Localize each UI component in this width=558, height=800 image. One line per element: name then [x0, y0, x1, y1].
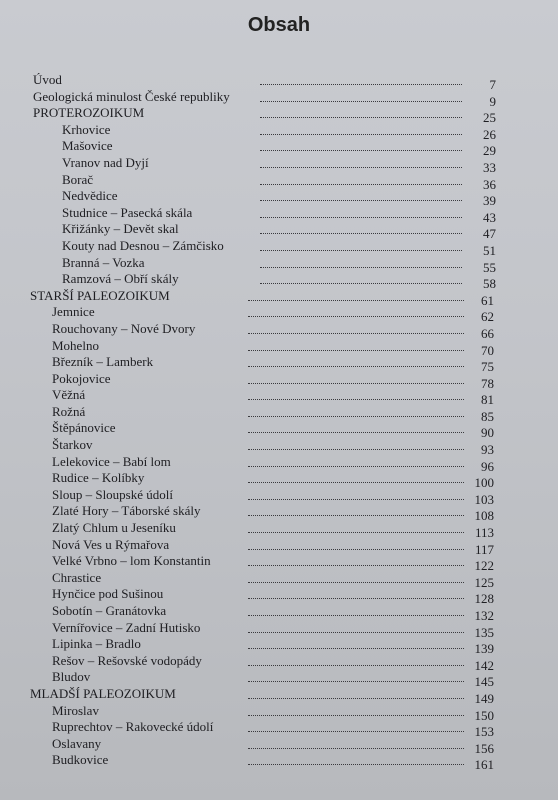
- toc-entry-title: PROTEROZOIKUM: [33, 105, 145, 121]
- toc-entry-title: Vranov nad Dyjí: [62, 154, 149, 170]
- toc-entry-page: 26: [483, 126, 496, 142]
- page-title: Obsah: [247, 14, 311, 36]
- toc-entry-title: Borač: [62, 171, 94, 187]
- dot-leader: [248, 615, 464, 616]
- toc-entry-page: 7: [489, 77, 496, 92]
- toc-entry-title: Sobotín – Granátovka: [52, 603, 167, 618]
- toc-entry: [0, 735, 558, 756]
- toc-entry-title: Budkovice: [52, 752, 109, 768]
- toc-entry: [0, 453, 558, 474]
- dot-leader: [248, 598, 464, 599]
- toc-entry-title: Chrastice: [52, 569, 102, 585]
- toc-entry-page: 132: [474, 608, 494, 623]
- toc-entry-page: 29: [483, 143, 496, 159]
- toc-entry-title: Křižánky – Devět skal: [62, 221, 179, 237]
- toc-entry-page: 81: [481, 392, 494, 408]
- dot-leader: [248, 499, 464, 500]
- toc-entry-title: Kouty nad Desnou – Zámčisko: [62, 237, 224, 253]
- toc-entry-page: 139: [474, 641, 494, 657]
- dot-leader: [248, 698, 464, 699]
- toc-entry-page: 93: [481, 442, 494, 458]
- toc-entry-page: 96: [481, 458, 494, 474]
- toc-entry-title: Vernířovice – Zadní Hutisko: [52, 619, 201, 635]
- toc-entry: [0, 287, 558, 308]
- toc-entry: [0, 221, 558, 242]
- dot-leader: [260, 200, 462, 201]
- toc-entry-page: 58: [483, 276, 496, 292]
- toc-entry-title: Jemnice: [52, 304, 95, 320]
- toc-entry: [0, 752, 558, 773]
- toc-entry: [0, 702, 558, 723]
- dot-leader: [248, 482, 464, 483]
- toc-entry-page: 100: [474, 475, 494, 491]
- toc-entry-page: 153: [474, 724, 494, 740]
- toc-entry-page: 47: [483, 226, 496, 242]
- dot-leader: [260, 167, 462, 168]
- toc-entry: [0, 420, 558, 441]
- toc-entry-page: 142: [474, 657, 494, 673]
- toc-entry: [0, 254, 558, 275]
- toc-entry-title: Štěpánovice: [52, 420, 116, 436]
- toc-entry-title: Rudice – Kolíbky: [52, 470, 145, 486]
- toc-entry: [0, 685, 558, 706]
- toc-entry-page: 66: [481, 325, 494, 341]
- toc-entry: [0, 237, 558, 258]
- dot-leader: [248, 316, 464, 317]
- toc-entry-page: 43: [483, 209, 496, 225]
- toc-entry-title: Krhovice: [62, 121, 111, 137]
- toc-entry-title: Mohelno: [52, 337, 99, 353]
- toc-entry-page: 33: [483, 159, 496, 175]
- toc-entry: [0, 586, 558, 607]
- toc-entry: [0, 88, 558, 109]
- table-of-contents: [0, 72, 558, 773]
- dot-leader: [248, 449, 464, 450]
- toc-entry-title: Březník – Lamberk: [52, 354, 154, 370]
- toc-entry: [0, 486, 558, 507]
- toc-entry: [0, 536, 558, 557]
- toc-entry-title: Věžná: [52, 387, 86, 403]
- toc-entry-title: Lelekovice – Babí lom: [52, 453, 171, 469]
- toc-entry: [0, 636, 558, 657]
- toc-entry-title: Hynčice pod Sušinou: [52, 586, 164, 602]
- dot-leader: [248, 333, 464, 334]
- toc-entry-title: MLADŠÍ PALEOZOIKUM: [30, 685, 176, 701]
- toc-entry: [0, 370, 558, 391]
- toc-entry-page: 75: [481, 359, 494, 375]
- toc-entry-title: Branná – Vozka: [62, 254, 145, 270]
- dot-leader: [248, 582, 464, 583]
- toc-entry-page: 70: [481, 342, 494, 358]
- toc-entry-title: Rešov – Rešovské vodopády: [52, 652, 202, 668]
- toc-entry-page: 61: [481, 292, 494, 308]
- toc-entry-title: Pokojovice: [52, 370, 111, 386]
- toc-entry-page: 150: [474, 707, 494, 723]
- dot-leader: [248, 383, 464, 384]
- toc-entry-page: 9: [489, 93, 496, 109]
- toc-entry-title: Rožná: [52, 403, 86, 419]
- dot-leader: [260, 217, 462, 218]
- toc-entry-title: Ramzová – Obří skály: [62, 271, 179, 287]
- toc-entry-page: 55: [483, 259, 496, 275]
- dot-leader: [248, 350, 464, 351]
- dot-leader: [260, 150, 462, 151]
- toc-entry-title: Úvod: [33, 72, 62, 87]
- toc-entry: [0, 603, 558, 623]
- dot-leader: [248, 515, 464, 516]
- dot-leader: [248, 748, 464, 749]
- toc-entry: [0, 652, 558, 673]
- toc-entry-page: 103: [474, 491, 494, 507]
- toc-entry-page: 108: [474, 508, 494, 524]
- toc-entry: [0, 503, 558, 524]
- toc-entry: [0, 204, 558, 225]
- toc-entry-title: STARŠÍ PALEOZOIKUM: [30, 287, 170, 303]
- toc-entry-page: 85: [481, 408, 494, 424]
- toc-entry-page: 149: [474, 690, 494, 706]
- toc-entry: [0, 188, 558, 209]
- toc-entry-page: 25: [483, 110, 496, 126]
- dot-leader: [248, 665, 464, 666]
- dot-leader: [260, 84, 462, 85]
- toc-entry-title: Nová Ves u Rýmařova: [52, 536, 170, 552]
- dot-leader: [248, 731, 464, 732]
- dot-leader: [260, 283, 462, 284]
- dot-leader: [248, 565, 464, 566]
- toc-entry-title: Štarkov: [52, 437, 93, 453]
- toc-entry-title: Mašovice: [62, 138, 113, 154]
- dot-leader: [248, 715, 464, 716]
- toc-entry: [0, 320, 558, 341]
- toc-entry: [0, 470, 558, 491]
- toc-entry: [0, 154, 558, 175]
- toc-entry-title: Velké Vrbno – lom Konstantin: [52, 553, 211, 569]
- dot-leader: [248, 366, 464, 367]
- toc-entry-page: 161: [474, 757, 494, 773]
- toc-entry: [0, 337, 558, 358]
- toc-entry: [0, 271, 558, 292]
- toc-entry: [0, 553, 558, 574]
- toc-entry: [0, 72, 558, 92]
- toc-entry-page: 122: [474, 558, 494, 574]
- dot-leader: [248, 681, 464, 682]
- toc-entry: [0, 669, 558, 690]
- toc-entry: [0, 619, 558, 640]
- dot-leader: [260, 233, 462, 234]
- toc-entry-page: 128: [474, 591, 494, 607]
- toc-entry-page: 156: [474, 740, 494, 756]
- dot-leader: [248, 466, 464, 467]
- toc-entry: [0, 304, 558, 325]
- toc-entry: [0, 403, 558, 424]
- toc-entry: [0, 171, 558, 192]
- dot-leader: [248, 648, 464, 649]
- toc-entry-page: 113: [474, 525, 494, 541]
- toc-entry-page: 51: [483, 242, 496, 258]
- toc-entry-page: 62: [481, 309, 494, 325]
- toc-entry-page: 135: [474, 624, 494, 640]
- toc-entry-title: Rouchovany – Nové Dvory: [52, 320, 196, 336]
- toc-entry-title: Lipinka – Bradlo: [52, 636, 141, 652]
- dot-leader: [248, 416, 464, 417]
- toc-entry-page: 90: [481, 425, 494, 441]
- dot-leader: [248, 399, 464, 400]
- toc-entry: [0, 354, 558, 375]
- toc-entry: [0, 437, 558, 458]
- toc-entry-title: Zlatý Chlum u Jeseníku: [52, 520, 176, 536]
- toc-entry: [0, 387, 558, 408]
- dot-leader: [260, 117, 462, 118]
- dot-leader: [248, 300, 464, 301]
- dot-leader: [260, 134, 462, 135]
- dot-leader: [248, 532, 464, 533]
- toc-entry-title: Nedvědice: [62, 188, 118, 204]
- toc-entry: [0, 138, 558, 159]
- toc-entry: [0, 719, 558, 740]
- toc-entry: [0, 520, 558, 541]
- toc-entry: [0, 121, 558, 142]
- dot-leader: [260, 250, 462, 251]
- toc-entry: [0, 569, 558, 590]
- toc-entry-title: Studnice – Pasecká skála: [62, 204, 193, 220]
- dot-leader: [248, 549, 464, 550]
- dot-leader: [248, 764, 464, 765]
- toc-entry-title: Geologická minulost České republiky: [33, 88, 230, 104]
- toc-entry-title: Sloup – Sloupské údolí: [52, 486, 173, 502]
- toc-entry-page: 117: [474, 541, 494, 557]
- toc-entry-title: Zlaté Hory – Táborské skály: [52, 503, 201, 519]
- toc-entry-title: Bludov: [52, 669, 91, 685]
- toc-entry-title: Miroslav: [52, 702, 99, 718]
- dot-leader: [260, 184, 462, 185]
- dot-leader: [248, 432, 464, 433]
- toc-entry-title: Ruprechtov – Rakovecké údolí: [52, 719, 214, 735]
- toc-entry-page: 39: [483, 193, 496, 209]
- dot-leader: [248, 632, 464, 633]
- dot-leader: [260, 101, 462, 102]
- dot-leader: [260, 267, 462, 268]
- toc-entry: [0, 105, 558, 126]
- toc-entry-title: Oslavany: [52, 735, 102, 751]
- toc-entry-page: 78: [481, 375, 494, 391]
- toc-entry-page: 145: [474, 674, 494, 690]
- toc-entry-page: 36: [483, 176, 496, 192]
- toc-entry-page: 125: [474, 574, 494, 590]
